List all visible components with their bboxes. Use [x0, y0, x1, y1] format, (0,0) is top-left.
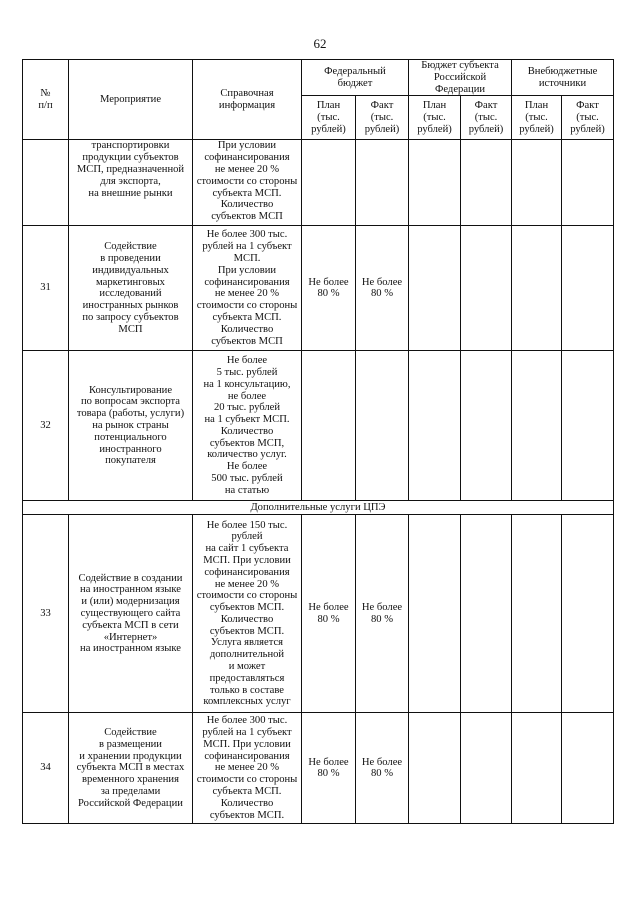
row-subject-plan	[409, 515, 461, 713]
row-event: Консультирование по вопросам экспорта товара (работы, услуги) на рынок страны потенциального иностранного покупателя	[69, 351, 193, 501]
row-extra-fact	[562, 351, 614, 501]
budget-table	[22, 59, 614, 824]
row-federal-fact: Не более 80 %	[356, 515, 409, 713]
table-row	[23, 515, 614, 713]
row-extra-plan	[512, 515, 562, 713]
row-extra-fact	[562, 515, 614, 713]
section-title: Дополнительные услуги ЦПЭ	[23, 501, 614, 515]
row-reference: Не более 300 тыс. рублей на 1 субъект МСП. При условии софинансирования не менее 20 % стоимости со стороны субъекта МСП. Количество субъектов МСП.	[193, 713, 302, 824]
row-reference: Не более 150 тыс. рублей на сайт 1 субъекта МСП. При условии софинансирования не менее 20 % стоимости со стороны субъектов МСП. Количество субъектов МСП. Услуга является дополнительной и может предоставляться только в составе комплексных услуг	[193, 515, 302, 713]
row-extra-plan	[512, 713, 562, 824]
row-federal-fact: Не более 80 %	[356, 713, 409, 824]
header-subject-plan: План (тыс. рублей)	[409, 96, 461, 140]
row-reference: При условии софинансирования не менее 20 % стоимости со стороны субъекта МСП. Количество субъектов МСП	[193, 140, 302, 226]
table-row	[23, 713, 614, 824]
table-row	[23, 140, 614, 226]
row-event: транспортировки продукции субъектов МСП, предназначенной для экспорта, на внешние рынки	[69, 140, 193, 226]
row-subject-fact	[461, 140, 512, 226]
row-subject-fact	[461, 515, 512, 713]
header-row	[23, 60, 614, 96]
header-event: Мероприятие	[69, 60, 193, 140]
header-federal-plan: План (тыс. рублей)	[302, 96, 356, 140]
row-subject-plan	[409, 713, 461, 824]
row-subject-plan	[409, 226, 461, 351]
row-federal-plan: Не более 80 %	[302, 226, 356, 351]
table-row	[23, 226, 614, 351]
header-extra-fact: Факт (тыс. рублей)	[562, 96, 614, 140]
row-extra-fact	[562, 226, 614, 351]
row-extra-plan	[512, 140, 562, 226]
row-federal-fact	[356, 351, 409, 501]
section-row	[23, 501, 614, 515]
row-subject-fact	[461, 226, 512, 351]
row-num: 34	[23, 713, 69, 824]
row-subject-fact	[461, 351, 512, 501]
row-extra-fact	[562, 713, 614, 824]
row-reference: Не более 5 тыс. рублей на 1 консультацию, не более 20 тыс. рублей на 1 субъект МСП. Количество субъектов МСП, количество услуг. Не более 500 тыс. рублей на статью	[193, 351, 302, 501]
row-subject-plan	[409, 140, 461, 226]
header-num: № п/п	[23, 60, 69, 140]
row-federal-plan: Не более 80 %	[302, 515, 356, 713]
header-subject-fact: Факт (тыс. рублей)	[461, 96, 512, 140]
header-extra-plan: План (тыс. рублей)	[512, 96, 562, 140]
row-subject-fact	[461, 713, 512, 824]
row-event: Содействие в проведении индивидуальных маркетинговых исследований иностранных рынков по запросу субъектов МСП	[69, 226, 193, 351]
row-extra-plan	[512, 351, 562, 501]
row-event: Содействие в создании на иностранном языке и (или) модернизация существующего сайта субъекта МСП в сети «Интернет» на иностранном языке	[69, 515, 193, 713]
header-extrabudgetary: Внебюджетные источники	[512, 60, 614, 96]
row-num: 33	[23, 515, 69, 713]
row-reference: Не более 300 тыс. рублей на 1 субъект МСП. При условии софинансирования не менее 20 % стоимости со стороны субъекта МСП. Количество субъектов МСП	[193, 226, 302, 351]
row-federal-fact	[356, 140, 409, 226]
row-num: 31	[23, 226, 69, 351]
row-extra-fact	[562, 140, 614, 226]
header-federal-fact: Факт (тыс. рублей)	[356, 96, 409, 140]
header-reference: Справочная информация	[193, 60, 302, 140]
table-row	[23, 351, 614, 501]
row-extra-plan	[512, 226, 562, 351]
row-num: 32	[23, 351, 69, 501]
row-subject-plan	[409, 351, 461, 501]
row-federal-plan	[302, 140, 356, 226]
row-federal-plan: Не более 80 %	[302, 713, 356, 824]
header-federal-budget: Федеральный бюджет	[302, 60, 409, 96]
header-subject-budget: Бюджет субъекта Российской Федерации	[409, 60, 512, 96]
page-number: 62	[313, 36, 327, 51]
row-event: Содействие в размещении и хранении продукции субъекта МСП в местах временного хранения за пределами Российской Федерации	[69, 713, 193, 824]
row-federal-fact: Не более 80 %	[356, 226, 409, 351]
row-federal-plan	[302, 351, 356, 501]
row-num	[23, 140, 69, 226]
